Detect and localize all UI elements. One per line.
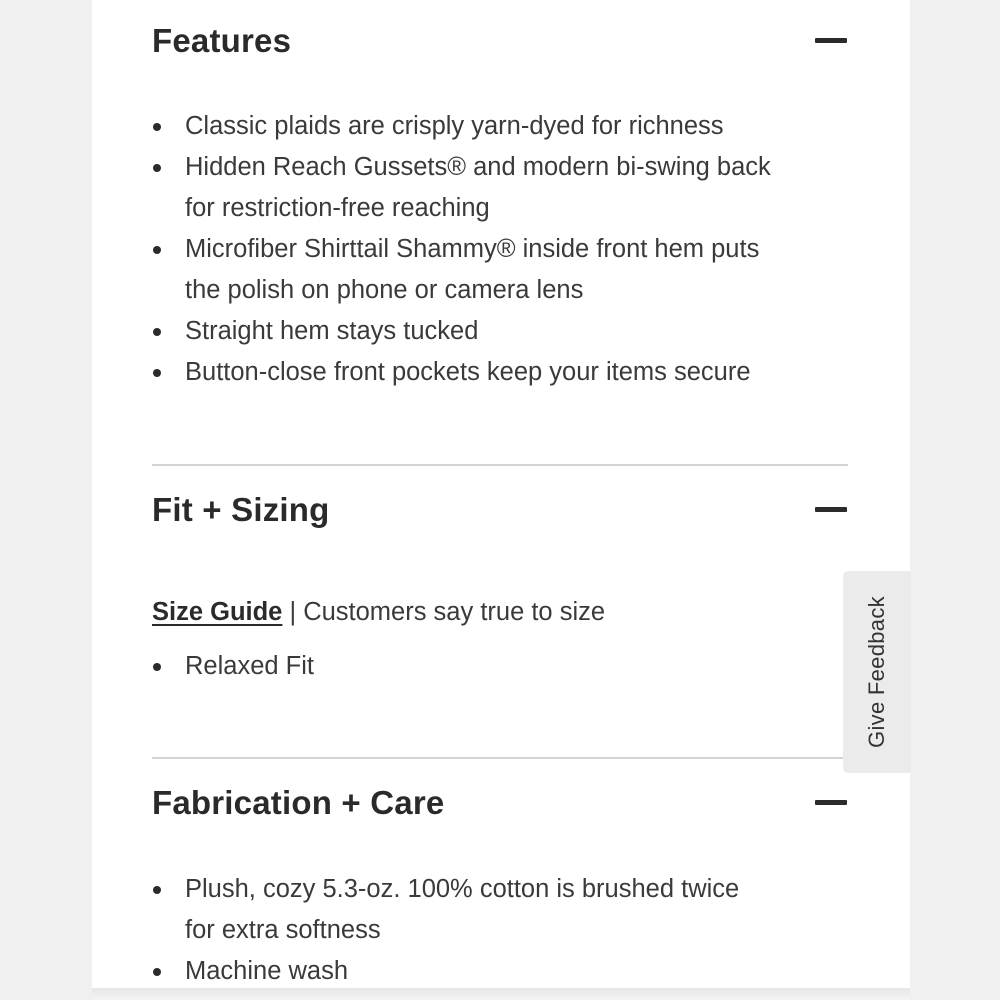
features-title: Features [152, 22, 292, 59]
bullet-dot-icon [153, 123, 161, 131]
list-item [152, 352, 848, 393]
fit-sizing-title: Fit + Sizing [152, 491, 330, 528]
list-item-text: Microfiber Shirttail Shammy® inside front hem puts [185, 235, 760, 263]
size-guide-link[interactable]: Size Guide [152, 598, 283, 626]
list-item-text: Machine wash [185, 957, 348, 985]
list-item-text: the polish on phone or camera lens [185, 276, 584, 304]
minus-icon [815, 507, 847, 512]
give-feedback-label: Give Feedback [864, 596, 889, 748]
bullet-dot-icon [153, 164, 161, 172]
list-item-text: Plush, cozy 5.3-oz. 100% cotton is brushed twice [185, 875, 740, 903]
fit-sizing-header[interactable] [152, 488, 848, 532]
minus-icon [815, 38, 847, 43]
list-item [152, 646, 848, 687]
features-list [152, 106, 848, 393]
list-item-text: for restriction-free reaching [185, 194, 490, 222]
list-item [152, 311, 848, 352]
size-separator: | [289, 598, 297, 626]
list-item-text: for extra softness [185, 916, 381, 944]
list-item [152, 869, 848, 951]
product-details-panel [92, 0, 910, 990]
list-item [152, 106, 848, 147]
section-divider [152, 757, 848, 759]
bullet-dot-icon [153, 968, 161, 976]
list-item-text: Classic plaids are crisply yarn-dyed for richness [185, 112, 724, 140]
fabrication-care-list [152, 869, 848, 990]
minus-icon [815, 800, 847, 805]
bullet-dot-icon [153, 369, 161, 377]
bullet-dot-icon [153, 328, 161, 336]
bullet-dot-icon [153, 663, 161, 671]
customer-size-note: Customers say true to size [303, 598, 606, 626]
panel-bottom-edge [92, 988, 910, 1000]
give-feedback-tab[interactable] [843, 571, 911, 773]
fit-sizing-collapse-button[interactable] [814, 488, 848, 532]
features-collapse-button[interactable] [814, 19, 848, 63]
size-info-line [152, 595, 848, 629]
list-item-text: Straight hem stays tucked [185, 317, 479, 345]
fabrication-care-title: Fabrication + Care [152, 784, 445, 821]
list-item [152, 147, 848, 229]
features-header[interactable] [152, 19, 848, 63]
bullet-dot-icon [153, 246, 161, 254]
fabrication-care-collapse-button[interactable] [814, 781, 848, 825]
features-section [152, 19, 848, 393]
list-item-text: Button-close front pockets keep your items secure [185, 358, 751, 386]
fit-sizing-section [152, 488, 848, 687]
bullet-dot-icon [153, 886, 161, 894]
fabrication-care-section [152, 781, 848, 990]
list-item [152, 229, 848, 311]
fit-sizing-list [152, 646, 848, 687]
section-divider [152, 464, 848, 466]
list-item-text: Relaxed Fit [185, 652, 314, 680]
fabrication-care-header[interactable] [152, 781, 848, 825]
list-item [152, 951, 848, 990]
list-item-text: Hidden Reach Gussets® and modern bi-swing back [185, 153, 771, 181]
